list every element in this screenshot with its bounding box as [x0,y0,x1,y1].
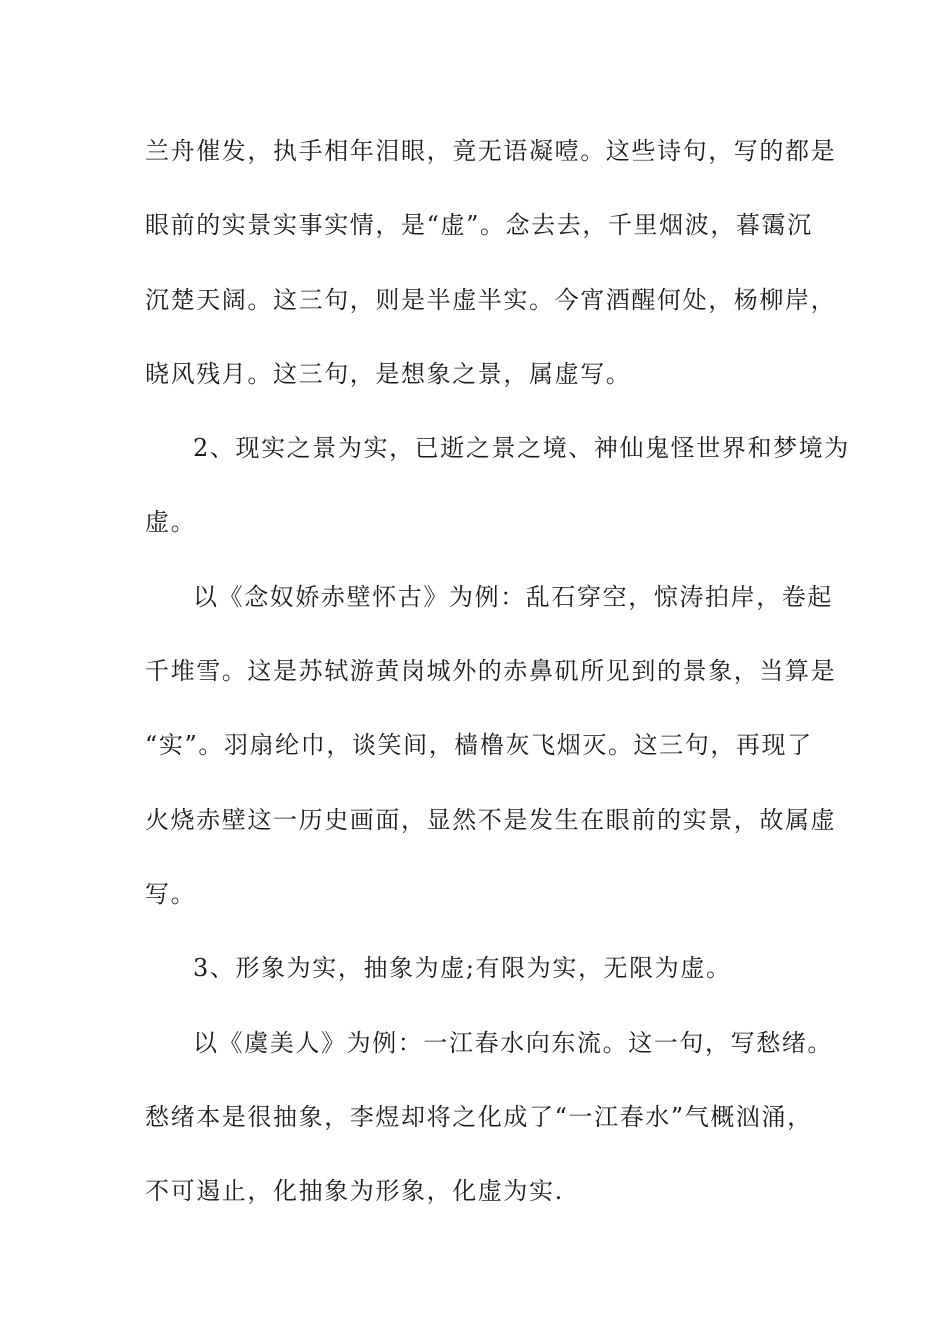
text-line: 写。 [145,879,197,908]
text-line: 兰舟催发，执手相年泪眼，竟无语凝噎。这些诗句，写的都是 [145,137,837,165]
text-line: “实”。羽扇纶巾，谈笑间，樯橹灰飞烟灭。这三句，再现了 [145,731,813,760]
text-line: 以《虞美人》为例：一江春水向东流。这一句，写愁绪。 [193,1028,833,1057]
text-line: 不可遏止，化抽象为形象，化虚为实. [145,1177,564,1206]
text-line: 千堆雪。这是苏轼游黄岗城外的赤鼻矶所见到的景象，当算是 [145,657,837,686]
text-line: 以《念奴娇赤壁怀古》为例：乱石穿空，惊涛拍岸，卷起 [193,582,833,611]
text-line: 虚。 [145,508,197,537]
text-line: 愁绪本是很抽象，李煜却将之化成了“一江春水”气概汹涌， [145,1102,813,1131]
text-line: 眼前的实景实事实情，是“虚”。念去去，千里烟波，暮霭沉 [145,211,813,240]
text-line: 2、现实之景为实，已逝之景之境、神仙鬼怪世界和梦境为 [193,434,850,463]
text-line: 沉楚天阔。这三句，则是半虚半实。今宵酒醒何处，杨柳岸， [145,285,837,314]
document-body [145,114,850,1228]
text-line: 3、形象为实，抽象为虚;有限为实，无限为虚。 [193,954,732,983]
text-line: 火烧赤壁这一历史画面，显然不是发生在眼前的实景，故属虚 [145,805,837,834]
text-line: 晓风残月。这三句，是想象之景，属虚写。 [145,359,632,388]
